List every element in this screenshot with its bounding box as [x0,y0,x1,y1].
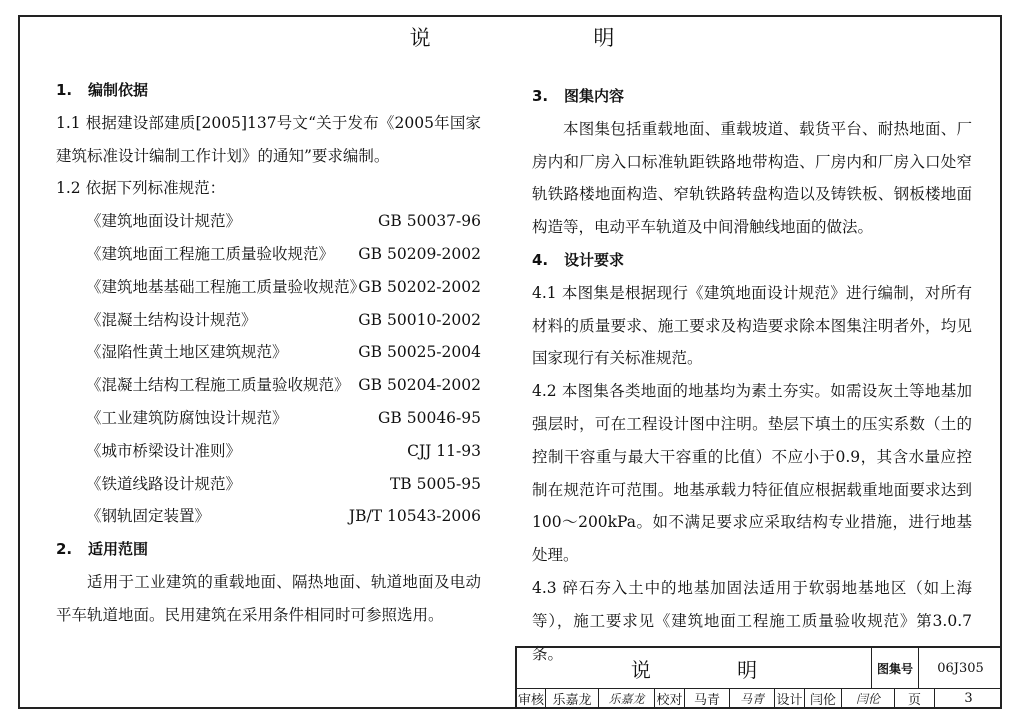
clause-1-2: 1.2 依据下列标准规范： [56,179,226,198]
section-2-number: 2. [56,540,73,559]
section-3-number: 3. [532,87,549,105]
section-1-heading [56,74,481,107]
standard-row [56,336,481,369]
standard-name: 《混凝土结构工程施工质量验收规范》 [86,376,350,395]
standard-name: 《混凝土结构设计规范》 [86,310,257,329]
atlas-number: 06J305 [937,660,984,676]
section-3-heading [532,80,972,113]
standard-code: GB 50204-2002 [358,376,481,395]
reviewer-name: 乐嘉龙 [546,688,599,709]
left-column [56,74,481,632]
section-2-heading [56,533,481,566]
section-2-title: 适用范围 [88,540,149,559]
right-column [532,80,972,670]
standard-row [56,238,481,271]
standard-row [56,304,481,337]
reviewer-signature: 乐嘉龙 [599,688,655,709]
check-label: 校对 [655,688,685,709]
standard-code: GB 50010-2002 [358,310,481,329]
clause-4-1: 4.1 本图集是根据现行《建筑地面设计规范》进行编制，对所有材料的质量要求、施工要求及构造要求除本图集注明者外，均见国家现行有关标准规范。 [532,283,972,368]
section-1-title: 编制依据 [88,81,149,99]
clause-4-2: 4.2 本图集各类地面的地基均为素土夯实。如需设灰土等地基加强层时，可在工程设计图中注明。垫层下填土的压实系数（土的控制干容重与最大干容重的比值）不应小于0.9，其含水量应控制在规范许可范围。地基承载力特征值应根据载重地面要求达到100～200kPa。如不满足要求应采取结构专业措施，进行地基处理。 [532,382,972,565]
clause-4-3: 4.3 碎石夯入土中的地基加固法适用于软弱地基地区（如上海等），施工要求见《建筑地面工程施工质量验收规范》第3.0.7条。 [532,578,972,663]
standard-code: GB 50025-2004 [358,343,481,362]
standard-row [56,271,481,304]
atlas-number-label: 图集号 [872,648,919,688]
section-4-number: 4. [532,250,549,269]
standard-code: JB/T 10543-2006 [348,507,481,526]
standards-list [56,205,481,533]
clause-1-1: 1.1 根据建设部建质[2005]137号文“关于发布《2005年国家建筑标准设计编制工作计划》的通知”要求编制。 [56,113,481,165]
standard-code: GB 50202-2002 [358,277,481,296]
section-4-heading [532,244,972,277]
designer-signature: 闫伦 [842,688,895,709]
section-3-text: 本图集包括重载地面、重载坡道、载货平台、耐热地面、厂房内和厂房入口标准轨距铁路地带构造、厂房内和厂房入口处窄轨铁路楼地面构造、窄轨铁路转盘构造以及铸铁板、钢板楼地面构造等，电动平车轨道及中间滑触线地面的做法。 [532,119,972,237]
standard-row [56,435,481,468]
checker-name: 马青 [685,688,730,709]
standard-name: 《铁道线路设计规范》 [86,474,242,493]
standard-name: 《建筑地面设计规范》 [86,212,242,231]
section-3-title: 图集内容 [564,87,625,105]
standard-row [56,205,481,238]
page-number: 3 [964,691,973,706]
standard-row [56,402,481,435]
design-label: 设计 [775,688,805,709]
standard-code: GB 50209-2002 [358,244,481,263]
title-block-title: 说 明 [517,648,872,688]
title-block [515,646,1002,709]
standard-code: CJJ 11-93 [407,441,481,460]
review-label: 审核 [517,688,546,709]
standard-row [56,500,481,533]
standard-code: GB 50046-95 [378,408,481,427]
title-block-header-row [517,648,1002,689]
standard-row [56,468,481,501]
standard-name: 《建筑地面工程施工质量验收规范》 [86,244,335,263]
standard-name: 《钢轨固定装置》 [86,507,211,526]
standard-name: 《工业建筑防腐蚀设计规范》 [86,408,288,427]
section-4-title: 设计要求 [564,250,625,269]
designer-name: 闫伦 [805,688,842,709]
section-2-text: 适用于工业建筑的重载地面、隔热地面、轨道地面及电动平车轨道地面。民用建筑在采用条件相同时可参照选用。 [56,572,481,624]
title-block-signature-row [517,688,1002,709]
standard-code: TB 5005-95 [389,474,481,493]
standard-name: 《建筑地基基础工程施工质量验收规范》 [86,277,366,296]
standard-code: GB 50037-96 [378,212,481,231]
standard-name: 《湿陷性黄土地区建筑规范》 [86,343,288,362]
standard-name: 《城市桥梁设计准则》 [86,441,242,460]
checker-signature: 马青 [730,688,775,709]
section-1-number: 1. [56,81,73,99]
page-label: 页 [895,688,935,709]
standard-row [56,369,481,402]
page-title: 说 明 [409,26,693,50]
